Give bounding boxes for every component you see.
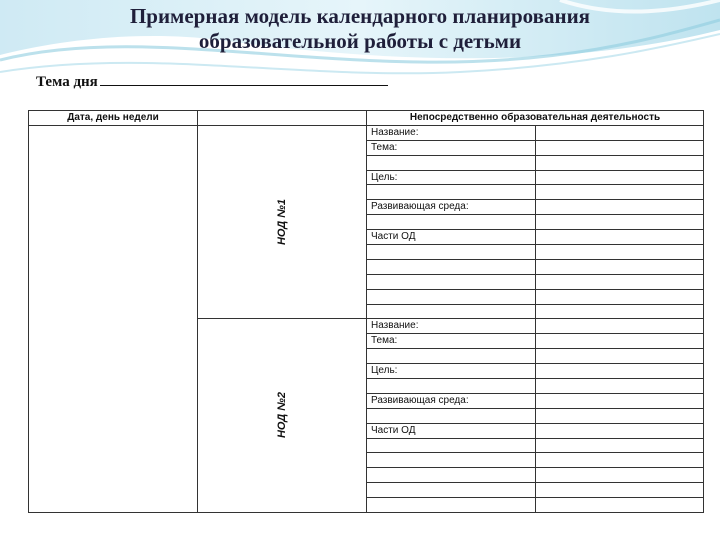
activity-field-label: [367, 468, 536, 483]
header-empty: [198, 111, 367, 126]
nod-block-label: НОД №1: [276, 198, 288, 245]
page-title: [0, 4, 720, 54]
title-line-1: Примерная модель календарного планирования: [129, 4, 591, 28]
activity-field-label: [367, 304, 536, 319]
activity-field-label: [367, 379, 536, 394]
activity-field-label: [367, 155, 536, 170]
activity-field-value: [536, 438, 704, 453]
activity-field-value: [536, 170, 704, 185]
activity-field-label: Части ОД: [367, 423, 536, 438]
date-day-cell: [29, 125, 198, 512]
activity-field-value: [536, 245, 704, 260]
nod-block-label: НОД №2: [276, 392, 288, 439]
activity-field-value: [536, 364, 704, 379]
activity-field-value: [536, 200, 704, 215]
activity-field-value: [536, 468, 704, 483]
activity-field-value: [536, 185, 704, 200]
theme-blank-line: [100, 73, 388, 86]
activity-field-value: [536, 393, 704, 408]
activity-field-label: Тема:: [367, 140, 536, 155]
activity-field-label: Части ОД: [367, 230, 536, 245]
activity-field-value: [536, 408, 704, 423]
activity-field-label: [367, 289, 536, 304]
nod-block-label-cell: [198, 125, 367, 319]
activity-field-value: [536, 483, 704, 498]
activity-field-value: [536, 140, 704, 155]
activity-field-label: Цель:: [367, 364, 536, 379]
activity-field-label: [367, 408, 536, 423]
activity-field-label: Цель:: [367, 170, 536, 185]
planning-table: [28, 110, 704, 513]
activity-field-value: [536, 334, 704, 349]
activity-field-label: Тема:: [367, 334, 536, 349]
activity-field-value: [536, 498, 704, 513]
theme-label: Тема дня: [36, 74, 98, 90]
activity-field-label: [367, 245, 536, 260]
activity-field-value: [536, 274, 704, 289]
activity-field-value: [536, 423, 704, 438]
header-date-day: Дата, день недели: [29, 111, 198, 126]
activity-field-label: [367, 185, 536, 200]
activity-field-label: [367, 349, 536, 364]
activity-field-label: Название:: [367, 125, 536, 140]
nod-block-label-cell: [198, 319, 367, 513]
activity-field-value: [536, 125, 704, 140]
activity-field-label: [367, 453, 536, 468]
activity-field-label: [367, 259, 536, 274]
activity-field-value: [536, 319, 704, 334]
activity-field-value: [536, 215, 704, 230]
activity-field-value: [536, 304, 704, 319]
activity-field-value: [536, 155, 704, 170]
activity-field-value: [536, 349, 704, 364]
activity-field-label: Название:: [367, 319, 536, 334]
activity-field-label: [367, 483, 536, 498]
activity-field-label: Развивающая среда:: [367, 200, 536, 215]
table-row: [29, 125, 704, 140]
activity-field-value: [536, 289, 704, 304]
header-direct-educational-activity: Непосредственно образовательная деятельность: [367, 111, 704, 126]
activity-field-label: [367, 215, 536, 230]
table-header-row: [29, 111, 704, 126]
activity-field-value: [536, 453, 704, 468]
activity-field-value: [536, 230, 704, 245]
activity-field-value: [536, 379, 704, 394]
activity-field-label: [367, 498, 536, 513]
activity-field-label: [367, 274, 536, 289]
theme-of-day: [36, 73, 388, 91]
activity-field-label: [367, 438, 536, 453]
title-line-2: образовательной работы с детьми: [198, 29, 522, 53]
activity-field-label: Развивающая среда:: [367, 393, 536, 408]
activity-field-value: [536, 259, 704, 274]
